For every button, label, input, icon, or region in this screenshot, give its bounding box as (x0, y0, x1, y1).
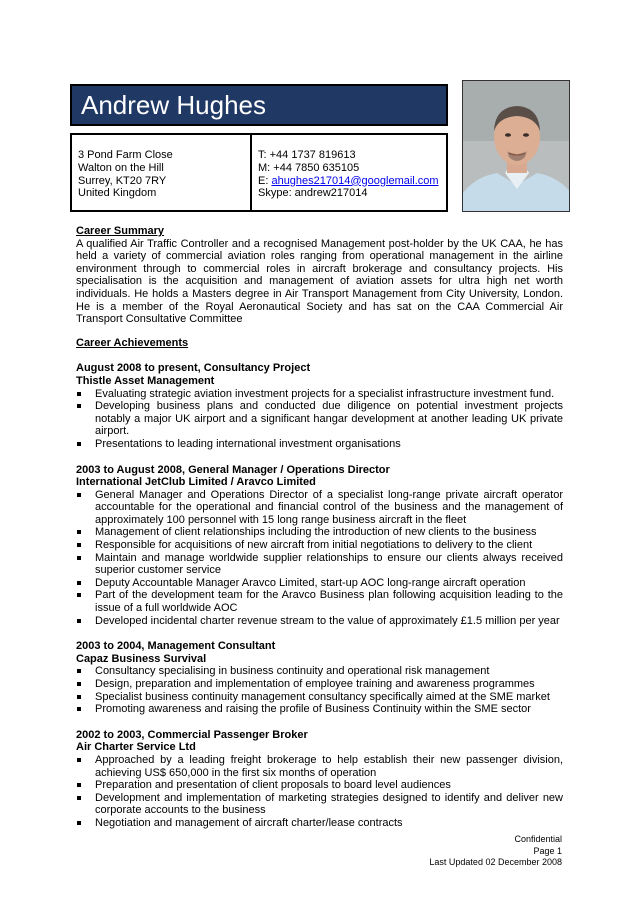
job-period: August 2008 to present, Consultancy Project (76, 362, 311, 375)
job-company: Thistle Asset Management (76, 374, 215, 387)
bullet-item: Responsible for acquisitions of new aircraft from initial negotiations to delivery to the client (76, 539, 563, 552)
address-line: 3 Pond Farm Close (78, 149, 173, 161)
bullet-item: Negotiation and management of aircraft charter/lease contracts (76, 817, 563, 830)
skype-id: Skype: andrew217014 (258, 187, 368, 200)
job-company: Air Charter Service Ltd (76, 741, 196, 754)
job-bullets (76, 665, 563, 715)
job-bullets (76, 754, 563, 830)
bullet-item: General Manager and Operations Director of a specialist long-range private aircraft operator accountable for the operational and financial control of the business and the management of approximately 100 personnel with 15 long range business aircraft in the fleet (76, 489, 563, 527)
email-line (258, 175, 446, 188)
bullet-item: Promoting awareness and raising the profile of Business Continuity within the SME sector (76, 703, 563, 716)
job-company: Capaz Business Survival (76, 652, 207, 665)
bullet-item: Maintain and manage worldwide supplier relationships to ensure our clients always received superior customer service (76, 552, 563, 577)
bullet-item: Consultancy specialising in business continuity and operational risk management (76, 665, 563, 678)
job-bullets (76, 489, 563, 628)
last-updated: Last Updated 02 December 2008 (429, 857, 562, 867)
bullet-item: Evaluating strategic aviation investment projects for a specialist infrastructure investment fund. (76, 388, 563, 401)
job-company: International JetClub Limited / Aravco Limited (76, 476, 316, 489)
bullet-item: Development and implementation of marketing strategies designed to identify and deliver new corporate accounts to the business (76, 792, 563, 817)
page-footer (429, 834, 562, 869)
email-link[interactable]: ahughes217014@googlemail.com (271, 174, 439, 187)
bullet-item: Approached by a leading freight brokerage to help establish their new passenger division, achieving US$ 650,000 in the first six months of operation (76, 754, 563, 779)
bullet-item: Presentations to leading international investment organisations (76, 438, 563, 451)
contact-details (70, 133, 448, 212)
job-period: 2003 to 2004, Management Consultant (76, 640, 276, 653)
phone-number: T: +44 1737 819613 (258, 149, 356, 161)
address-line: United Kingdom (78, 187, 157, 200)
job-period: 2003 to August 2008, General Manager / Operations Director (76, 463, 390, 476)
address-line: Surrey, KT20 7RY (78, 174, 167, 187)
bullet-item: Developed incidental charter revenue stream to the value of approximately £1.5 million per year (76, 615, 563, 628)
career-summary-text: A qualified Air Traffic Controller and a recognised Management post-holder by the UK CAA, he has held a variety of commercial aviation roles ranging from operational management in the airline environment through to commercial roles in aircraft brokerage and consultancy projects. His specialisation is the acquisition and management of aviation assets for ultra high net worth individuals. He holds a Masters degree in Air Transport Management from City University, London. He is a member of the Royal Aeronautical Society and has sat on the CAA Commercial Air Transport Consultative Committee (76, 237, 563, 326)
page-number: Page 1 (533, 845, 562, 856)
bullet-item: Preparation and presentation of client proposals to board level audiences (76, 779, 563, 792)
cv-body (76, 225, 563, 830)
contact-block (252, 135, 446, 210)
candidate-name: Andrew Hughes (70, 84, 448, 126)
email-prefix: E: (258, 174, 272, 187)
bullet-item: Management of client relationships including the introduction of new clients to the business (76, 526, 563, 539)
bullet-item: Part of the development team for the Aravco Business plan following acquisition leading to the issue of a full worldwide AOC (76, 589, 563, 614)
bullet-item: Deputy Accountable Manager Aravco Limited, start-up AOC long-range aircraft operation (76, 577, 563, 590)
address-block (72, 135, 252, 210)
career-summary-title: Career Summary (76, 225, 165, 237)
confidential-label: Confidential (514, 834, 562, 844)
career-achievements-title: Career Achievements (76, 336, 189, 349)
bullet-item: Design, preparation and implementation of employee training and awareness programmes (76, 678, 563, 691)
mobile-number: M: +44 7850 635105 (258, 161, 360, 174)
job-period: 2002 to 2003, Commercial Passenger Broker (76, 728, 308, 741)
address-line: Walton on the Hill (78, 161, 164, 174)
person-photo-icon (462, 80, 570, 212)
job-bullets (76, 388, 563, 451)
bullet-item: Specialist business continuity management consultancy specifically aimed at the SME market (76, 691, 563, 704)
bullet-item: Developing business plans and conducted due diligence on potential investment projects notably a major UK airport and a significant hangar development at another leading UK private airport. (76, 400, 563, 438)
